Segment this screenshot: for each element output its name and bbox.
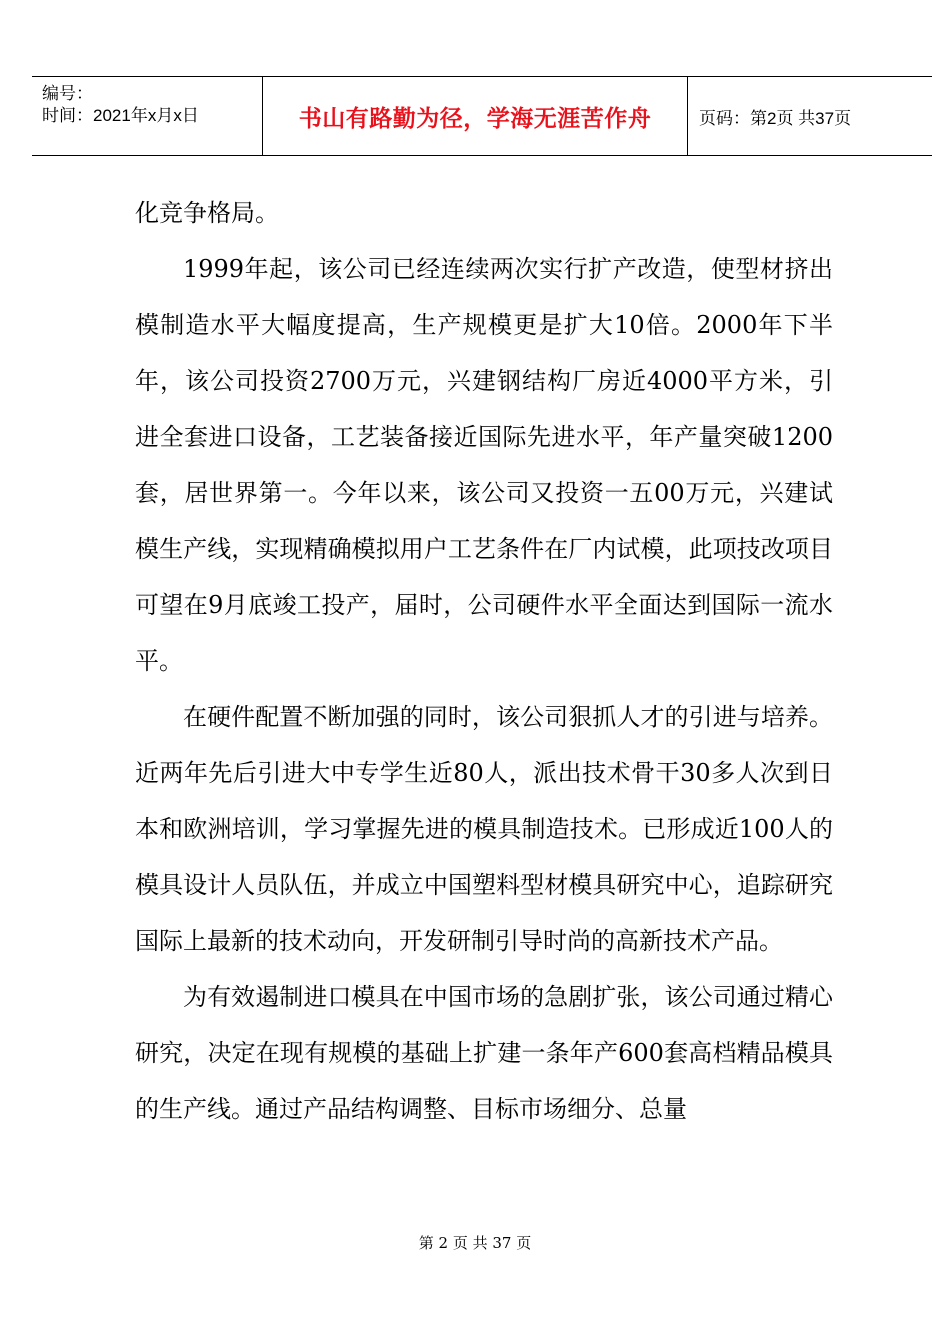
document-body — [135, 185, 833, 1137]
header-page-info: 页码：第2页 共37页 — [699, 108, 852, 128]
document-number-label: 编号： — [42, 84, 93, 103]
paragraph: 为有效遏制进口模具在中国市场的急剧扩张，该公司通过精心研究，决定在现有规模的基础上扩建一条年产600套高档精品模具的生产线。通过产品结构调整、目标市场细分、总量 — [135, 983, 833, 1123]
header-motto: 书山有路勤为径，学海无涯苦作舟 — [298, 105, 652, 132]
page-footer: 第 2 页 共 37 页 — [418, 1234, 532, 1252]
paragraph-continuation: 化竞争格局。 — [135, 199, 279, 227]
paragraph: 在硬件配置不断加强的同时，该公司狠抓人才的引进与培养。近两年先后引进大中专学生近80人，派出技术骨干30多人次到日本和欧洲培训，学习掌握先进的模具制造技术。已形成近100人的模具设计人员队伍，并成立中国塑料型材模具研究中心，追踪研究国际上最新的技术动向，开发研制引导时尚的高新技术产品。 — [135, 703, 833, 955]
page-header — [32, 76, 932, 156]
paragraph: 1999年起，该公司已经连续两次实行扩产改造，使型材挤出模制造水平大幅度提高，生产规模更是扩大10倍。2000年下半年，该公司投资2700万元，兴建钢结构厂房近4000平方米，引进全套进口设备，工艺装备接近国际先进水平，年产量突破1200套，居世界第一。今年以来，该公司又投资一五00万元，兴建试模生产线，实现精确模拟用户工艺条件在厂内试模，此项技改项目可望在9月底竣工投产，届时，公司硬件水平全面达到国际一流水平。 — [135, 255, 833, 675]
header-meta — [42, 83, 199, 127]
header-divider-right — [687, 77, 688, 155]
document-time-label: 时间：2021年x月x日 — [42, 106, 199, 125]
